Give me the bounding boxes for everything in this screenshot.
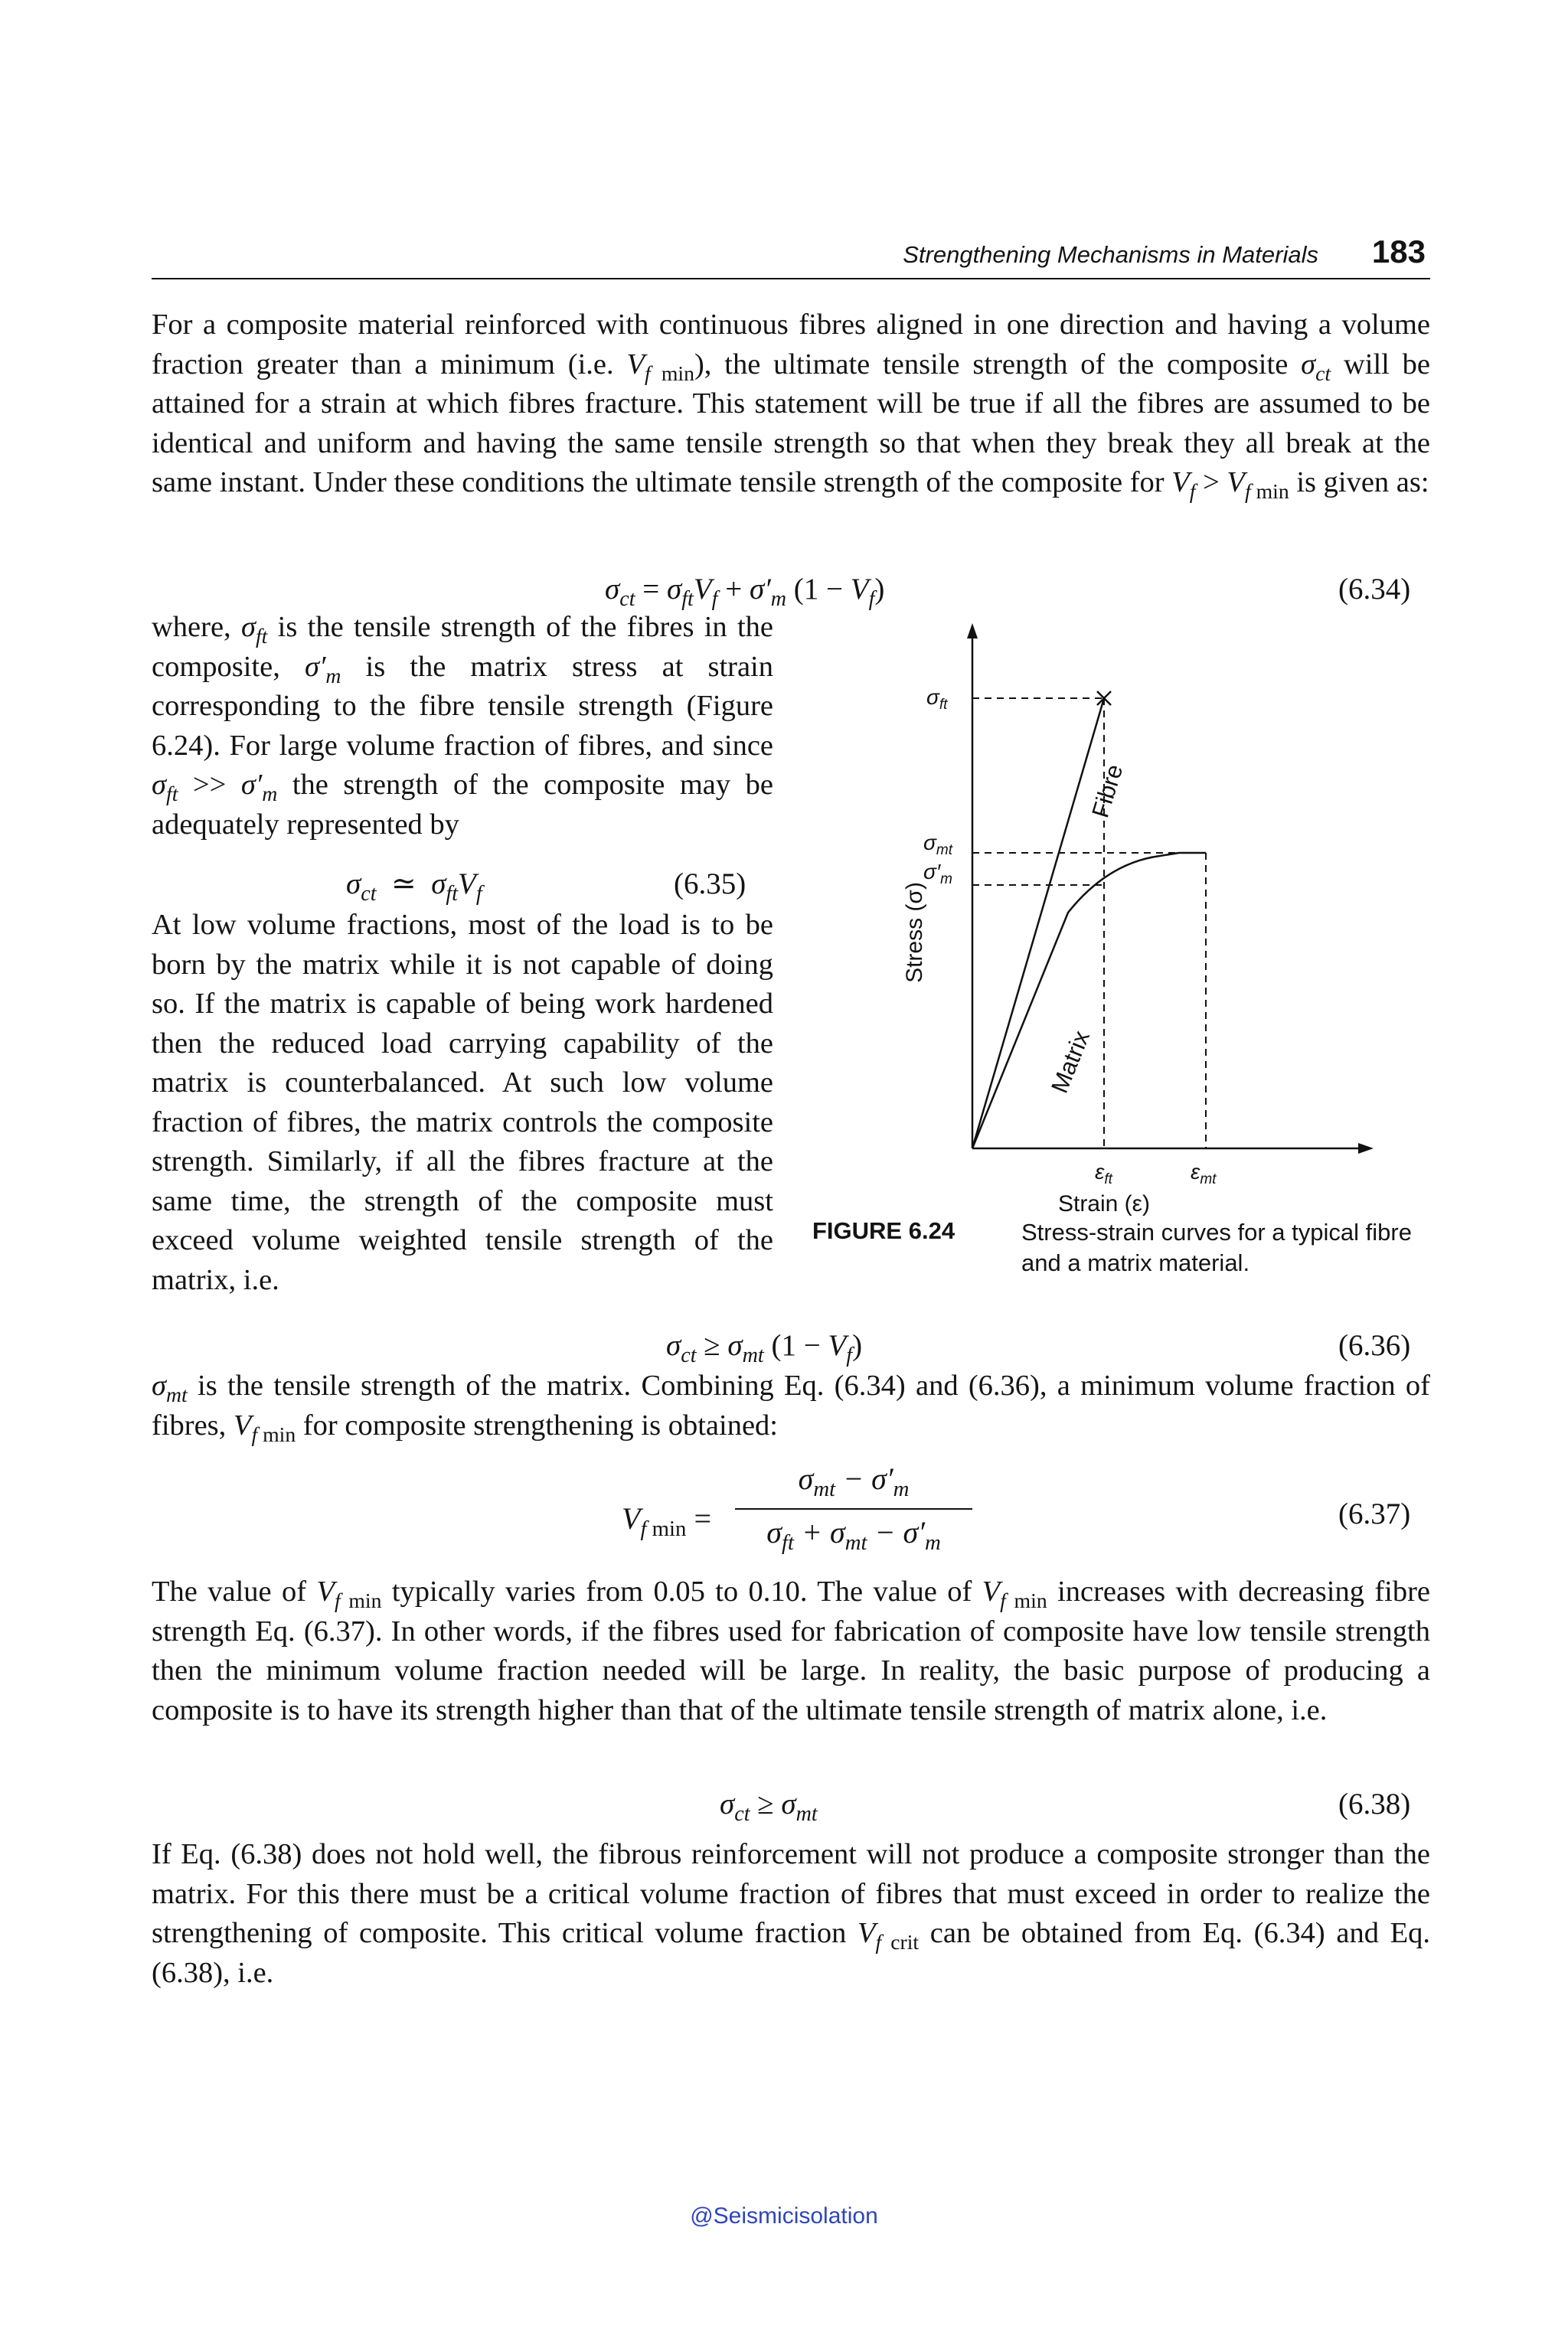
sigma-mt-label: $\sigma_{mt}$ [923, 831, 952, 858]
equation-6-35: $\sigma_{ct}$ ≃ $\sigma_{ft}V_f$ [346, 867, 482, 906]
equation-number-6-37: (6.37) [1338, 1497, 1411, 1530]
page-number: 183 [1371, 234, 1426, 269]
watermark: @Seismicisolation [690, 2203, 878, 2229]
y-axis-label: Stress (σ) [902, 882, 927, 983]
paragraph-critical-volume: If Eq. (6.38) does not hold well, the fibrous reinforcement will not produce a composite stronger than the matrix. For this there must be a critical volume fraction of fibres that must exceed in order to realize the strengthening of composite. This critical volume fraction $V_f$ $_{crit}$ can be obtained from Eq. (6.34) and Eq. (6.38), i.e. [152, 1838, 1430, 1989]
guide-lines [972, 698, 1206, 1148]
paragraph-low-volume: At low volume fractions, most of the load is to be born by the matrix while it is not capable of doing so. If the matrix is capable of being work hardened then the reduced load carrying capability of the matrix is counterbalanced. At such low volume fraction of fibres, the matrix controls the composite strength. Similarly, if all the fibres fracture at the same time, the strength of the composite must exceed volume weighted tensile strength of the matrix, i.e. [152, 909, 773, 1296]
equation-number-6-34: (6.34) [1338, 573, 1411, 606]
equation-6-36: $\sigma_{ct} \ge \sigma_{mt}$ $(1 - V_f)$ [666, 1329, 863, 1367]
y-axis-arrow [967, 623, 978, 638]
running-title: Strengthening Mechanisms in Materials [903, 241, 1318, 268]
equation-number-6-36: (6.36) [1338, 1329, 1411, 1362]
figure-label: FIGURE 6.24 [812, 1217, 956, 1244]
x-axis-label: Strain (ε) [1057, 1191, 1151, 1216]
equation-6-38: $\sigma_{ct} \ge \sigma_{mt}$ [720, 1788, 818, 1826]
stress-strain-figure [819, 619, 1447, 1308]
x-axis-arrow [1358, 1143, 1374, 1154]
sigma-m-prime-label: $\sigma'_m$ [923, 860, 952, 887]
equation-number-6-38: (6.38) [1338, 1788, 1411, 1821]
eps-ft-label: $\varepsilon_{ft}$ [1095, 1160, 1112, 1187]
fibre-label: Fibre [1086, 761, 1129, 821]
running-header [152, 234, 1430, 279]
paragraph-where: where, $\sigma_{ft}$ is the tensile strength of the fibres in the composite, $\sigma'_m$ is the matrix stress at strain corresponding to the fibre tensile strength (Figure 6.24). For large volume fraction of fibres, and since $\sigma_{ft} >> \sigma'_m$ the strength of the composite may be adequately represented by [152, 611, 774, 841]
equation-6-34: $\sigma_{ct} = \sigma_{ft}V_f + \sigma'_m$ $(1 - V_f)$ [605, 573, 885, 611]
matrix-curve [972, 853, 1206, 1148]
eps-mt-label: $\varepsilon_{mt}$ [1191, 1160, 1217, 1187]
paragraph-vf-min-values: The value of $V_f$ $_{min}$ typically varies from 0.05 to 0.10. The value of $V_f$ $_{min}$ increases with decreasing fibre strength Eq. (6.37). In other words, if the fibres used for fabrication of composite have low tensile strength then the minimum volume fraction needed will be large. In reality, the basic purpose of producing a composite is to have its strength higher than that of the ultimate tensile strength of matrix alone, i.e. [152, 1576, 1430, 1726]
paragraph-combining: $\sigma_{mt}$ is the tensile strength of the matrix. Combining Eq. (6.34) and (6.36), a minimum volume fraction of fibres, $V_f$ $_{min}$ for composite strengthening is obtained: [152, 1370, 1430, 1446]
book-page: Strengthening Mechanisms in Materials 183 For a composite material reinforced with continuous fibres aligned in one direction and having a volume fraction greater than a minimum (i.e. $V_f$ $_{min}$), the ultimate tensile strength of the composite $\sigma_{ct}$ will be attained for a strain at which fibres fracture. This statement will be true if all the fibres are assumed to be identical and uniform and having the same tensile strength so that when they break they all break at the same instant. Under these conditions the ultimate tensile strength of the composite for $V_f > V_f$ $_{min}$ is given as: $\sigma_{ct} = \sigma_{ft}V_f + \sigma'_m$ $(1 - V_f)$ (6.34) where, $\sigma_{ft}$ is the tensile strength of the fibres in the composite, $\sigma'_m$ is the matrix stress at strain corresponding to the fibre tensile strength (Figure 6.24). For large volume fraction of fibres, and since $\sigma_{ft} >> \sigma'_m$ the strength of the composite may be adequately represented by $\sigma_{ct}$ ≃ $\sigma_{ft}V_f$ (6.35) At low volume fractions, most of the load is to be born by the matrix while it is not capable of doing so. If the matrix is capable of being work hardened then the reduced load carrying capability of the matrix is counterbalanced. At such low volume fraction of fibres, the matrix controls the composite strength. Similarly, if all the fibres fracture at the same time, the strength of the composite must exceed volume weighted tensile strength of the matrix, i.e. Fibre Matrix $\sigma_{ft}$ $\sigma_{mt}$ $\sigma'_m$ Stress (σ) $\varepsilon_{ft}$ $\varepsilon_{mt}$ Strain (ε) FIGURE 6.24 Stress-strain curves for a typical fibre and a matrix material. $\sigma_{ct} \ge \sigma_{mt}$ $(1 - V_f)$ (6.36) $\sigma_{mt}$ is the tensile strength of the matrix. Combining Eq. (6.34) and (6.36), a minimum volume fraction of fibres, $V_f$ $_{min}$ for composite strengthening is obtained: $V_f$ $_{min}$ = $\sigma_{mt} - \sigma'_m$ $\sigma_{ft} + \sigma_{mt} - \sigma'_m$ (6.37) The value of $V_f$ $_{min}$ typically varies from 0.05 to 0.10. The value of $V_f$ $_{min}$ increases with decreasing fibre strength Eq. (6.37). In other words, if the fibres used for fabrication of composite have low tensile strength then the minimum volume fraction needed will be large. In reality, the basic purpose of producing a composite is to have its strength higher than that of the ultimate tensile strength of matrix alone, i.e. $\sigma_{ct} \ge \sigma_{mt}$ (6.38) If Eq. (6.38) does not hold well, the fibrous reinforcement will not produce a composite stronger than the matrix. For this there must be a critical volume fraction of fibres that must exceed in order to realize the strengthening of composite. This critical volume fraction $V_f$ $_{crit}$ can be obtained from Eq. (6.34) and Eq. (6.38), i.e. @Seismicisolation [0, 0, 1568, 2335]
equation-number-6-35: (6.35) [674, 867, 746, 900]
sigma-ft-label: $\sigma_{ft}$ [926, 685, 948, 713]
matrix-label: Matrix [1046, 1027, 1096, 1097]
figure-caption: Stress-strain curves for a typical fibre and a matrix material. [1021, 1219, 1412, 1276]
fibre-curve [972, 698, 1104, 1148]
paragraph-intro: For a composite material reinforced with continuous fibres aligned in one direction and having a volume fraction greater than a minimum (i.e. $V_f$ $_{min}$), the ultimate tensile strength of the composite $\sigma_{ct}$ will be attained for a strain at which fibres fracture. This statement will be true if all the fibres are assumed to be identical and uniform and having the same tensile strength so that when they break they all break at the same instant. Under these conditions the ultimate tensile strength of the composite for $V_f > V_f$ $_{min}$ is given as: [152, 309, 1431, 503]
